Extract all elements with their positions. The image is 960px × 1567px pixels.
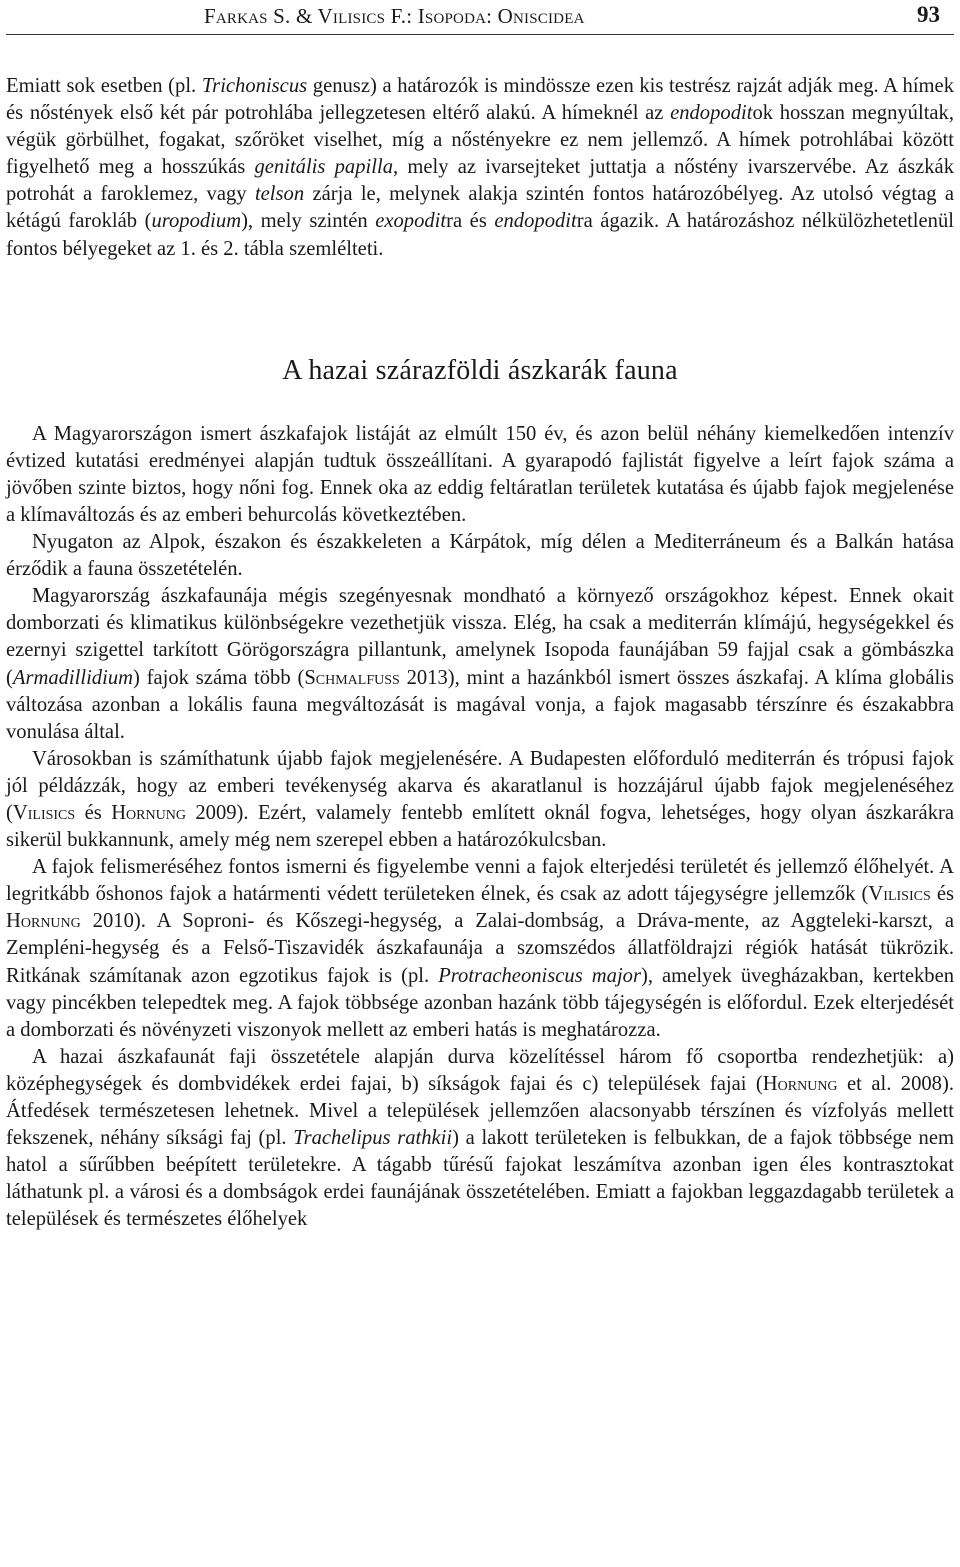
page-header [6, 0, 954, 35]
paragraph-2: Nyugaton az Alpok, északon és északkeleten a Kárpátok, míg délen a Mediterráneum és a Balkán hatása érződik a fauna összetételén. [6, 531, 954, 581]
paragraph-1: A Magyarországon ismert ászkafajok listáját az elmúlt 150 év, és azon belül néhány kiemelkedően intenzív évtized kutatási eredményei alapján tudtuk összeállítani. A gyarapodó fajlistát figyelve a leírt fajok száma a jövőben szinte biztos, hogy nőni fog. Ennek oka az eddig feltáratlan területek kutatása és újabb fajok megjelenése a klímaváltozás és az emberi behurcolás következtében. [6, 422, 954, 526]
paragraph-5: A fajok felismeréséhez fontos ismerni és figyelembe venni a fajok elterjedési területét és jellemző élőhelyét. A legritkább őshonos fajok a határmenti védett területeken élnek, és csak az adott tájegységre jellemzők (Vilisics és Hornung 2010). A Soproni- és Kőszegi-hegység, a Zalai-dombság, a Dráva-mente, az Aggteleki-karszt, a Zempléni-hegység és a Felső-Tiszavidék ászkafaunája a szomszédos állatföldrajzi régiók hatását tükrözik. Ritkának számítanak azon egzotikus fajok is (pl. Protracheoniscus major), amelyek üvegházakban, kertekben vagy pincékben telepedtek meg. A fajok többsége azonban hazánk több tájegységén is előfordul. Ezek elterjedését a domborzati és növényzeti viszonyok mellett az emberi hatás is meghatározza. [6, 856, 955, 1041]
paragraph-3: Magyarország ászkafaunája mégis szegényesnak mondható a környező országokhoz képest. Ennek okait domborzati és klimatikus különbségekre vezethetjük vissza. Elég, ha csak a mediterrán klímájú, hegységekkel és ezernyi szigettel tarkított Görögországra pillantunk, amelynek Isopoda faunájában 59 fajjal csak a gömbászka (Armadillidium) fajok száma több (Schmalfuss 2013), mint a hazánkból ismert összes ászkafaj. A klíma globális változása azonban a lokális fauna megváltozását is magával vonja, a fajok magasabb térszínre és északabbra vonulása által. [6, 585, 954, 743]
paragraph-6: A hazai ászkafaunát faji összetétele alapján durva közelítéssel három fő csoportba rendezhetjük: a) középhegységek és dombvidékek erdei fajai, b) síkságok fajai és c) települések fajai (Hornung et al. 2008). Átfedések természetesen lehetnek. Mivel a települések jellemzően alacsonyabb térszínen és vízfolyás mellett fekszenek, néhány síksági faj (pl. Trachelipus rathkii) a lakott területeken is felbukkan, de a fajok többsége nem hatol a sűrűbben beépített területekre. A tágabb tűrésű fajokat leszámítva azonban igen éles kontrasztokat láthatunk pl. a városi és a dombságok erdei faunájának összetételében. Emiatt a fajokban leggazdagabb területek a települések és természetes élőhelyek [6, 1045, 954, 1231]
page [6, 0, 954, 1233]
intro-paragraph: Emiatt sok esetben (pl. Trichoniscus genusz) a határozók is mindössze ezen kis testrész rajzát adják meg. A hímek és nőstények első két pár potrohlába jellegzetesen eltérő alakú. A hímeknél az endopoditok hosszan megnyúltak, végük görbülhet, fogakat, szőröket viselhet, míg a nőstényekre ez nem jellemző. A hímek potrohlábai között figyelhető meg a hosszúkás genitális papilla, mely az ivarsejteket juttatja a nőstény ivarszervébe. Az ászkák potrohát a faroklemez, vagy telson zárja le, melynek alakja szintén fontos határozóbélyeg. Az utolsó végtag a kétágú farokláb (uropodium), mely szintén exopoditra és endopoditra ágazik. A határozáshoz nélkülözhetetlenül fontos bélyegeket az 1. és 2. tábla szemlélteti. [6, 75, 954, 260]
section-title: A hazai szárazföldi ászkarák fauna [282, 354, 678, 386]
paragraph-4: Városokban is számíthatunk újabb fajok megjelenésére. A Budapesten előforduló mediterrán és trópusi fajok jól példázzák, hogy az emberi tevékenység akarva és akaratlanul is hozzájárul újabb fajok megjelenéséhez (Vilisics és Hornung 2009). Ezért, valamely fentebb említett oknál fogva, lehetséges, hogy olyan ászkarákra sikerül bukkannunk, amely még nem szerepel ebben a határozókulcsban. [6, 747, 954, 852]
page-number: 93 [917, 2, 940, 27]
running-title: Farkas S. & Vilisics F.: Isopoda: Oniscidea [204, 4, 585, 28]
